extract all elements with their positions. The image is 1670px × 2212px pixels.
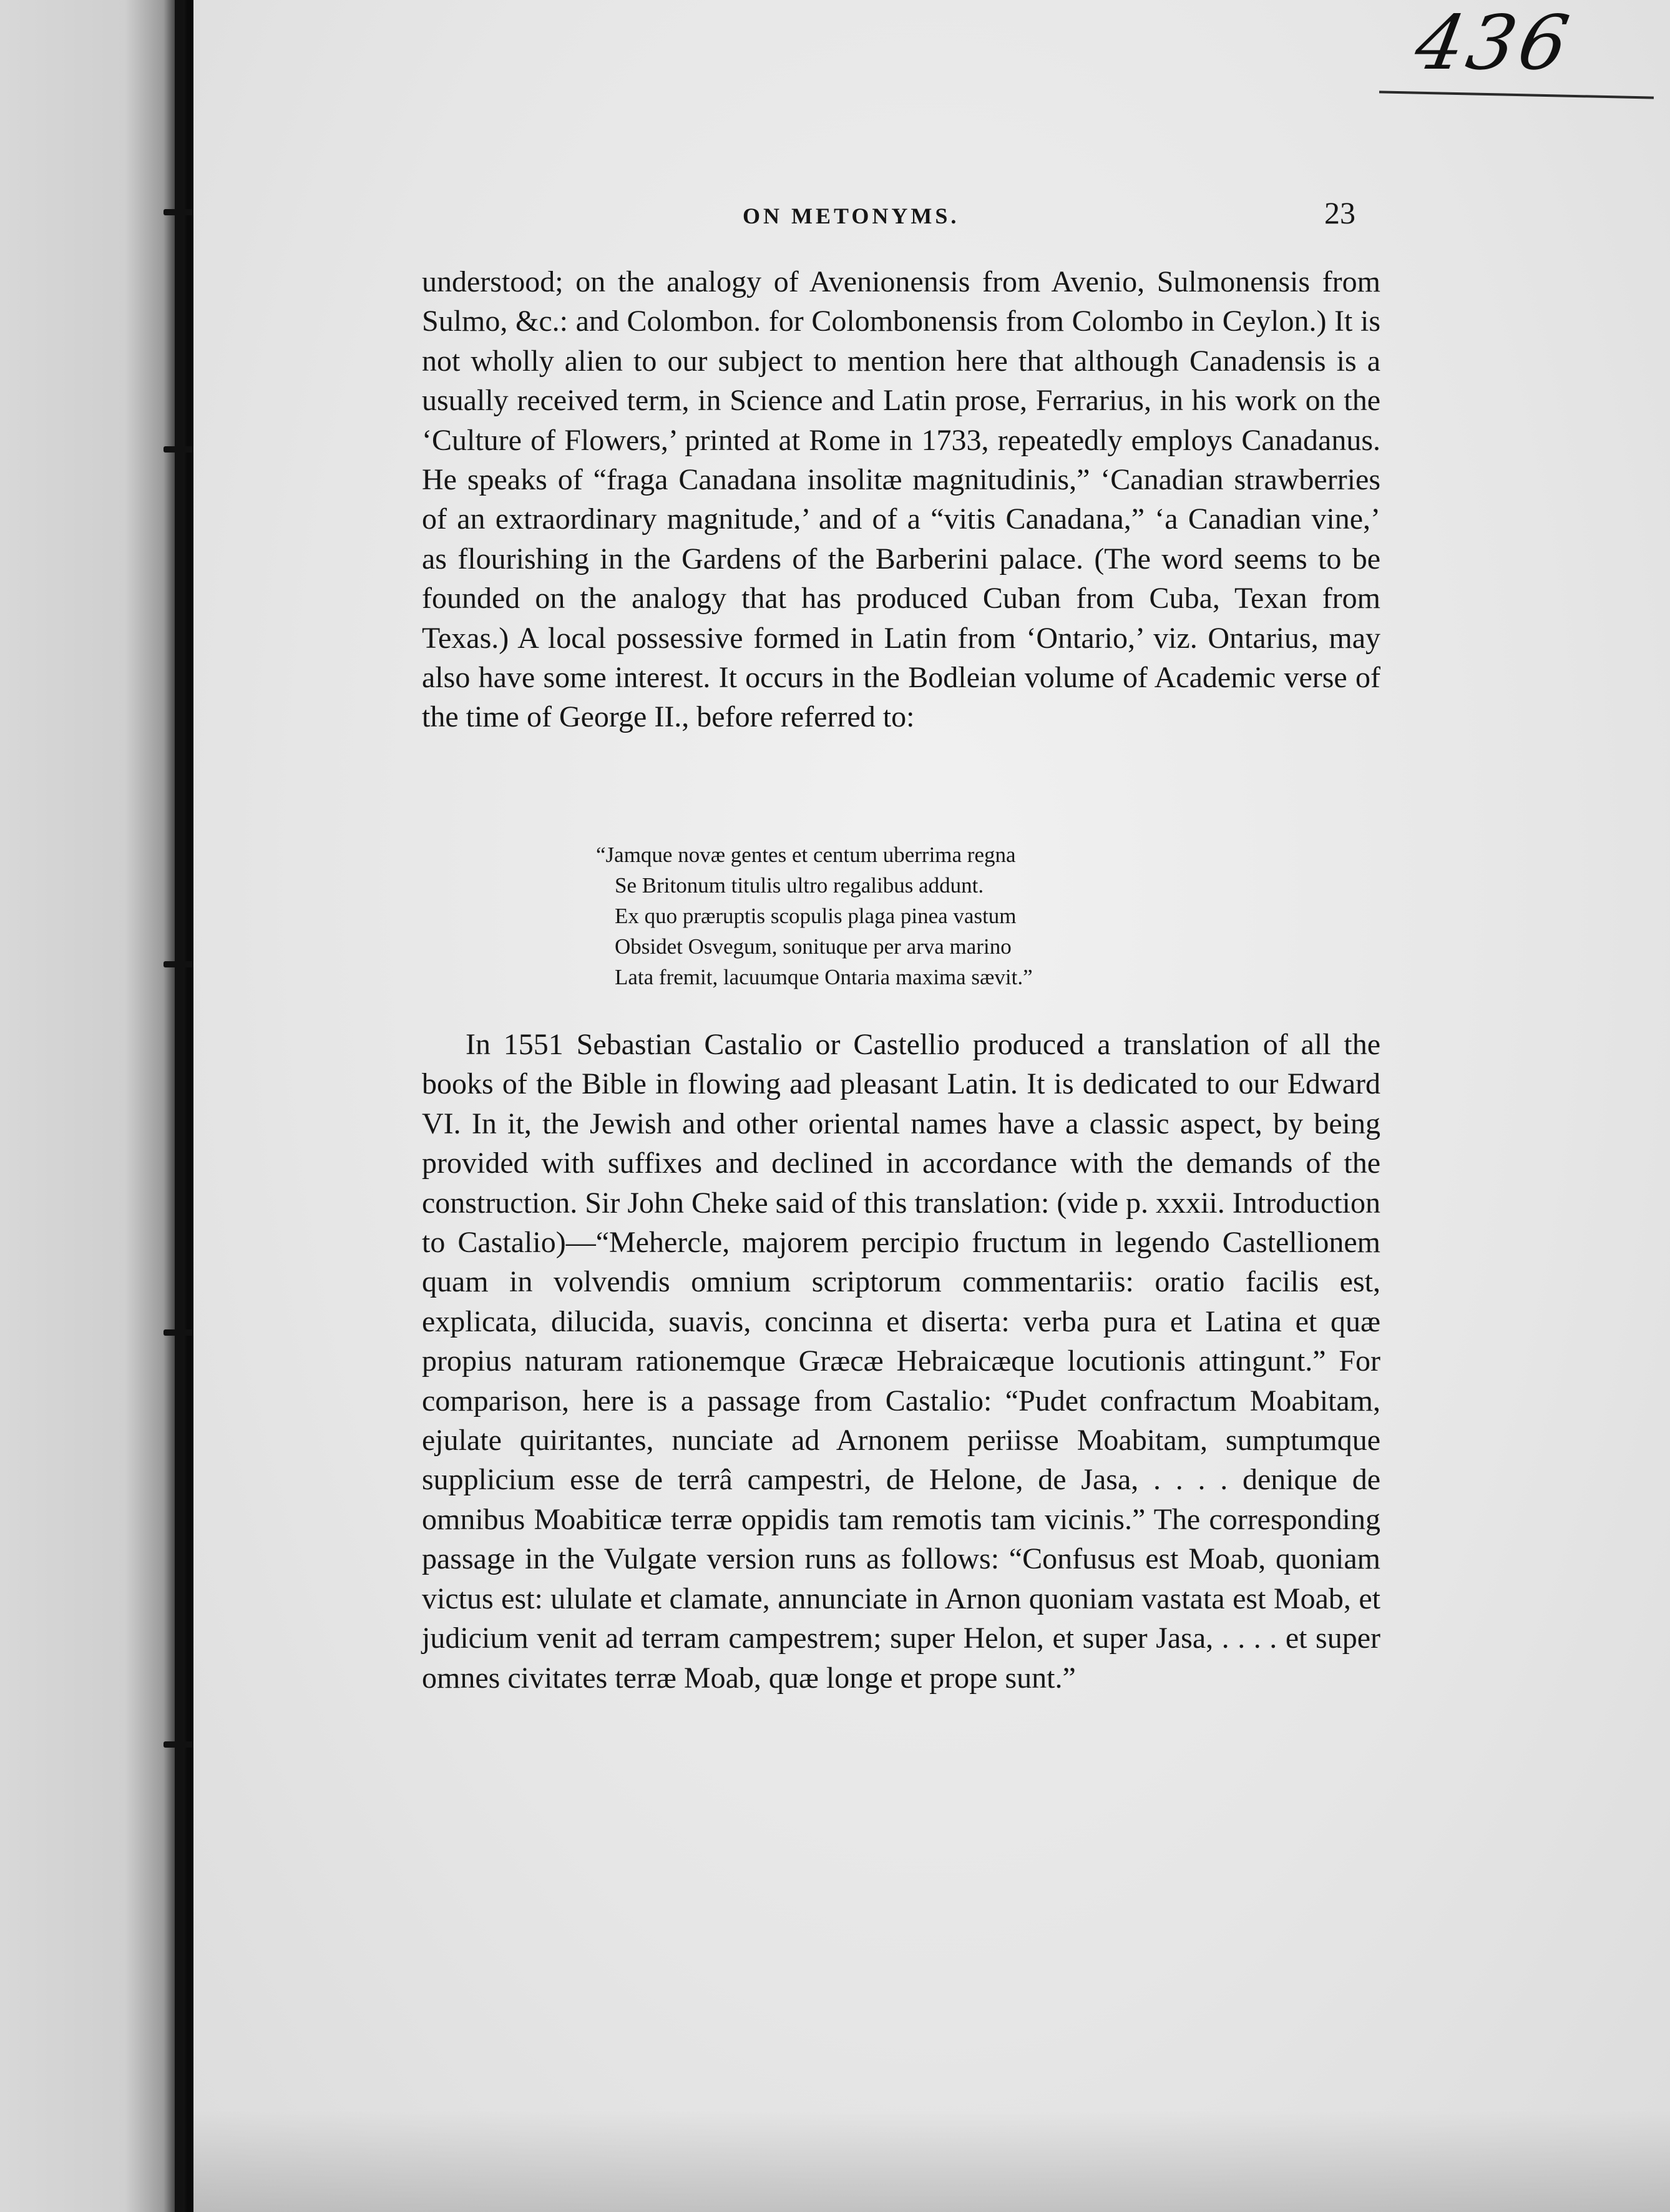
page-number: 23 [1324, 195, 1355, 230]
binding-stitch [164, 1741, 195, 1748]
handwritten-stamp: 436 [1409, 0, 1579, 87]
page-shadow [193, 2110, 1670, 2212]
paragraph: In 1551 Sebastian Castalio or Castellio produced a translation of all the books of the Bible in flowing aad pleasant Latin. It is dedicated to our Edward VI. In it, the Jewish and other oriental names have a classic aspect, by being provided with suffixes and declined in accordance with the demands of the construction. Sir John Cheke said of this translation: (vide p. xxxii. Introduction to Castalio)—“Mehercle, majorem percipio fructum in legendo Castellionem quam in volvendis omnium scriptorum commentariis: oratio facilis est, explicata, dilucida, suavis, concinna et diserta: verba pura et Latina et quæ propius naturam rationemque Græcæ Hebraicæque locutionis attingunt.” For comparison, here is a passage from Castalio: “Pudet confractum Moabitam, ejulate quiritantes, nunciate ad Arnonem periisse Moabitam, sumptumque supplicium esse de terrâ campestri, de Helone, de Jasa, . . . . denique de omnibus Moabiticæ terræ oppidis tam remotis tam vicinis.” The corresponding passage in the Vulgate version runs as follows: “Confusus est Moab, quoniam victus est: ululate et clamate, annunciate in Arnon quoniam vastata est Moab, et judicium venit ad terram campestrem; super Helon, et super Jasa, . . . . et super omnes civitates terræ Moab, quæ longe et prope sunt.” [422, 1028, 1380, 1695]
verse-line: Lata fremit, lacuumque Ontaria maxima sævit.” [615, 965, 1033, 989]
verse-quotation [596, 839, 1033, 992]
binding-stitch [164, 209, 195, 215]
binding-stitch [164, 446, 195, 453]
binding-stitch [164, 1329, 195, 1336]
verse-line: Obsidet Osvegum, sonituque per arva marino [615, 934, 1012, 959]
binding-gutter [0, 0, 187, 2212]
running-head: ON METONYMS. [743, 203, 960, 228]
paragraph: understood; on the analogy of Avenionensis from Avenio, Sulmonensis from Sulmo, &c.: and Colombon. for Colombonensis from Colombo in Ceylon.) It is not wholly alien to our subject to mention here that although Canadensis is a usually received term, in Science and Latin prose, Ferrarius, in his work on the ‘Culture of Flowers,’ printed at Rome in 1733, repeatedly employs Canadanus. He speaks of “fraga Canadana insolitæ magnitudinis,” ‘Canadian strawberries of an extraordinary magnitude,’ and of a “vitis Canadana,” ‘a Canadian vine,’ as flourishing in the Gardens of the Barberini palace. (The word seems to be founded on the analogy that has produced Cuban from Cuba, Texan from Texas.) A local possessive formed in Latin from ‘Ontario,’ viz. Ontarius, may also have some interest. It occurs in the Bodleian volume of Academic verse of the time of George II., before referred to: [422, 265, 1380, 734]
verse-line: “Jamque novæ gentes et centum uberrima regna [596, 843, 1016, 867]
verse-line: Se Britonum titulis ultro regalibus addunt. [615, 873, 984, 898]
verse-line: Ex quo præruptis scopulis plaga pinea vastum [615, 904, 1017, 928]
binding-spine [175, 0, 183, 2212]
binding-stitch [164, 961, 195, 967]
